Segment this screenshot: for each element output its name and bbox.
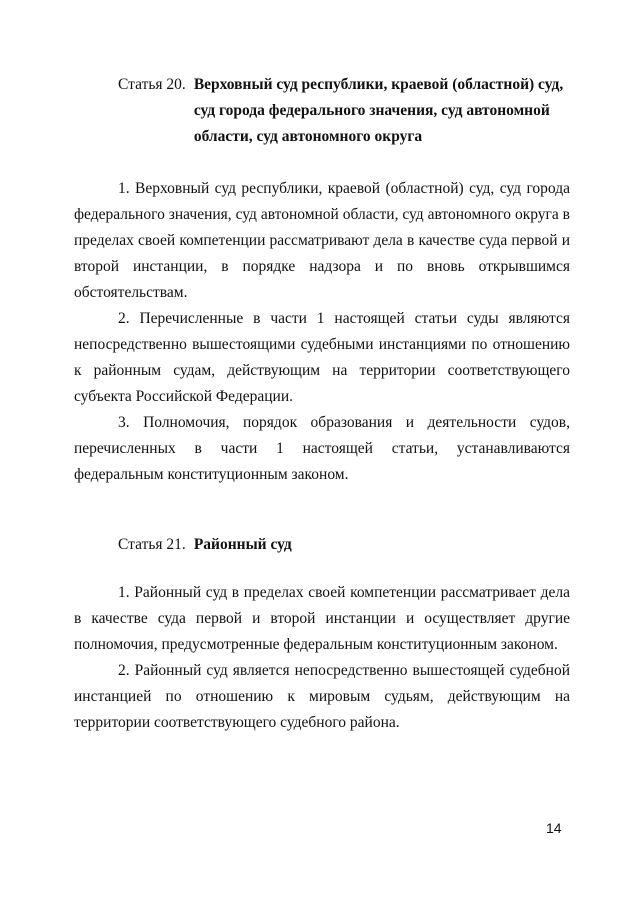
article-20-body [74,176,570,488]
article-21-title: Районный суд [193,536,292,553]
article-21-body [74,580,570,736]
article-20-heading [118,72,588,150]
article-21-heading [118,532,588,558]
article-20-label: Статья 20. [118,76,186,93]
article-20-title: Верховный суд республики, краевой (областной) суд, суд города федерального значения, суд автономной области, суд автономного округа [193,76,564,145]
article-21-paragraph-2: 2. Районный суд является непосредственно вышестоящей судебной инстанцией по отношению к мировым судьям, действующим на территории соответствующего судебного района. [74,662,570,731]
article-21-label: Статья 21. [118,536,186,553]
article-20-paragraph-1: 1. Верховный суд республики, краевой (областной) суд, суд города федерального значения, суд автономной области, суд автономного округа в пределах своей компетенции рассматривают дела в качестве суда первой и второй инстанции, в порядке надзора и по вновь открывшимся обстоятельствам. [74,180,570,301]
page-number: 14 [546,820,562,836]
article-20-paragraph-3: 3. Полномочия, порядок образования и деятельности судов, перечисленных в части 1 настоящей статьи, устанавливаются федеральным конституционным законом. [74,414,570,483]
article-21-paragraph-1: 1. Районный суд в пределах своей компетенции рассматривает дела в качестве суда первой и второй инстанции и осуществляет другие полномочия, предусмотренные федеральным конституционным законом. [74,584,570,653]
article-20-paragraph-2: 2. Перечисленные в части 1 настоящей статьи суды являются непосредственно вышестоящими судебными инстанциями по отношению к районным судам, действующим на территории соответствующего субъекта Российской Федерации. [74,310,570,405]
